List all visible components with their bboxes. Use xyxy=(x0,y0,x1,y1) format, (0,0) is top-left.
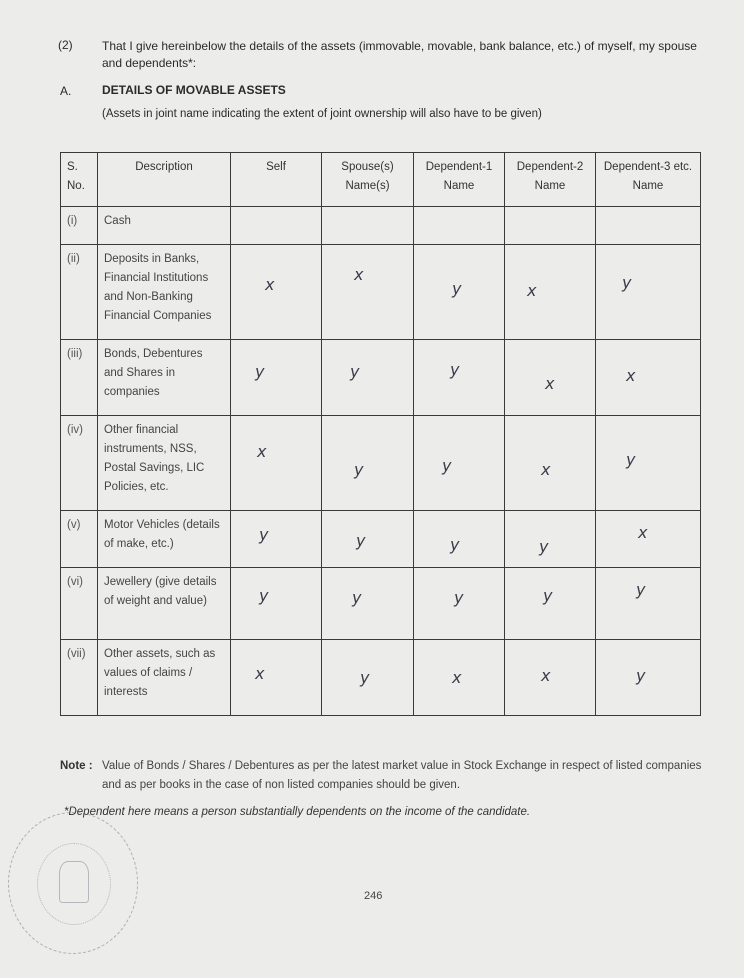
row-description: Motor Vehicles (details of make, etc.) xyxy=(98,511,231,568)
header-spouse: Spouse(s) Name(s) xyxy=(322,153,414,207)
handwritten-mark: x xyxy=(265,275,275,294)
handwritten-mark: y xyxy=(259,525,269,544)
handwritten-mark: x xyxy=(541,460,551,479)
table-row xyxy=(61,511,701,568)
cell-dependent-1 xyxy=(414,207,505,245)
cell-dependent-3 xyxy=(596,640,701,716)
cell-self xyxy=(231,640,322,716)
handwritten-mark: y xyxy=(352,588,362,607)
cell-dependent-1 xyxy=(414,568,505,640)
cell-dependent-3 xyxy=(596,245,701,340)
cell-dependent-2 xyxy=(505,511,596,568)
handwritten-mark: y xyxy=(450,360,460,379)
row-number: (iv) xyxy=(61,416,98,511)
row-number: (vi) xyxy=(61,568,98,640)
row-number: (iii) xyxy=(61,340,98,416)
cell-self xyxy=(231,207,322,245)
handwritten-mark: y xyxy=(450,535,460,554)
handwritten-mark: y xyxy=(626,450,636,469)
section-title: DETAILS OF MOVABLE ASSETS xyxy=(102,83,286,97)
handwritten-mark: x xyxy=(257,442,267,461)
cell-dependent-2 xyxy=(505,416,596,511)
cell-dependent-3 xyxy=(596,568,701,640)
emblem-icon xyxy=(59,861,89,903)
table-row xyxy=(61,207,701,245)
handwritten-mark: x xyxy=(452,668,462,687)
cell-self xyxy=(231,245,322,340)
cell-dependent-3 xyxy=(596,416,701,511)
cell-spouse xyxy=(322,245,414,340)
handwritten-mark: y xyxy=(255,362,265,381)
note xyxy=(60,757,710,791)
header-dependent-2: Dependent-2 Name xyxy=(505,153,596,207)
row-description: Cash xyxy=(98,207,231,245)
cell-self xyxy=(231,568,322,640)
cell-spouse xyxy=(322,640,414,716)
cell-spouse xyxy=(322,340,414,416)
paragraph-text: That I give hereinbelow the details of the assets (immovable, movable, bank balance, etc.) of myself, my spouse and dependents*: xyxy=(102,39,697,70)
cell-spouse xyxy=(322,416,414,511)
note-text: Value of Bonds / Shares / Debentures as per the latest market value in Stock Exchange in respect of listed companies and as per books in the case of non listed companies should be given. xyxy=(102,760,702,791)
cell-spouse xyxy=(322,207,414,245)
row-description: Deposits in Banks, Financial Institutions and Non-Banking Financial Companies xyxy=(98,245,231,340)
section-subtitle: (Assets in joint name indicating the extent of joint ownership will also have to be given) xyxy=(102,108,542,120)
section-letter: A. xyxy=(60,84,72,98)
handwritten-mark: x xyxy=(255,664,265,683)
row-number: (ii) xyxy=(61,245,98,340)
handwritten-mark: y xyxy=(259,586,269,605)
row-number: (i) xyxy=(61,207,98,245)
table-row xyxy=(61,245,701,340)
handwritten-mark: y xyxy=(360,668,370,687)
movable-assets-table xyxy=(60,152,701,716)
table-row xyxy=(61,340,701,416)
cell-self xyxy=(231,340,322,416)
header-self: Self xyxy=(231,153,322,207)
handwritten-mark: y xyxy=(356,531,366,550)
cell-self xyxy=(231,511,322,568)
cell-dependent-2 xyxy=(505,207,596,245)
handwritten-mark: y xyxy=(452,279,462,298)
handwritten-mark: y xyxy=(350,362,360,381)
row-description: Jewellery (give details of weight and value) xyxy=(98,568,231,640)
row-description: Other financial instruments, NSS, Postal Savings, LIC Policies, etc. xyxy=(98,416,231,511)
row-description: Bonds, Debentures and Shares in companies xyxy=(98,340,231,416)
handwritten-mark: y xyxy=(543,586,553,605)
cell-dependent-1 xyxy=(414,340,505,416)
paragraph-number: (2) xyxy=(58,38,73,52)
handwritten-mark: x xyxy=(626,366,636,385)
handwritten-mark: y xyxy=(354,460,364,479)
emblem-seal-icon xyxy=(8,812,138,954)
cell-dependent-3 xyxy=(596,340,701,416)
table-row xyxy=(61,416,701,511)
handwritten-mark: y xyxy=(622,273,632,292)
cell-dependent-1 xyxy=(414,245,505,340)
table-header-row xyxy=(61,153,701,207)
cell-dependent-1 xyxy=(414,416,505,511)
table-row xyxy=(61,640,701,716)
cell-spouse xyxy=(322,568,414,640)
handwritten-mark: y xyxy=(636,580,646,599)
table-row xyxy=(61,568,701,640)
row-number: (vii) xyxy=(61,640,98,716)
cell-self xyxy=(231,416,322,511)
handwritten-mark: y xyxy=(454,588,464,607)
handwritten-mark: y xyxy=(636,666,646,685)
page-number: 246 xyxy=(364,890,383,902)
handwritten-mark: y xyxy=(539,537,549,556)
handwritten-mark: y xyxy=(442,456,452,475)
row-number: (v) xyxy=(61,511,98,568)
handwritten-mark: x xyxy=(541,666,551,685)
footnote: *Dependent here means a person substantially dependents on the income of the candidate. xyxy=(64,806,531,818)
header-sno: S. No. xyxy=(61,153,98,207)
cell-dependent-2 xyxy=(505,568,596,640)
cell-dependent-3 xyxy=(596,207,701,245)
handwritten-mark: x xyxy=(545,374,555,393)
cell-dependent-1 xyxy=(414,511,505,568)
handwritten-mark: x xyxy=(638,523,648,542)
handwritten-mark: x xyxy=(354,265,364,284)
cell-dependent-1 xyxy=(414,640,505,716)
cell-dependent-2 xyxy=(505,245,596,340)
cell-dependent-3 xyxy=(596,511,701,568)
header-dependent-3: Dependent-3 etc. Name xyxy=(596,153,701,207)
header-dependent-1: Dependent-1 Name xyxy=(414,153,505,207)
header-description: Description xyxy=(98,153,231,207)
row-description: Other assets, such as values of claims / interests xyxy=(98,640,231,716)
cell-dependent-2 xyxy=(505,340,596,416)
note-label: Note : xyxy=(60,760,93,772)
handwritten-mark: x xyxy=(527,281,537,300)
cell-spouse xyxy=(322,511,414,568)
cell-dependent-2 xyxy=(505,640,596,716)
